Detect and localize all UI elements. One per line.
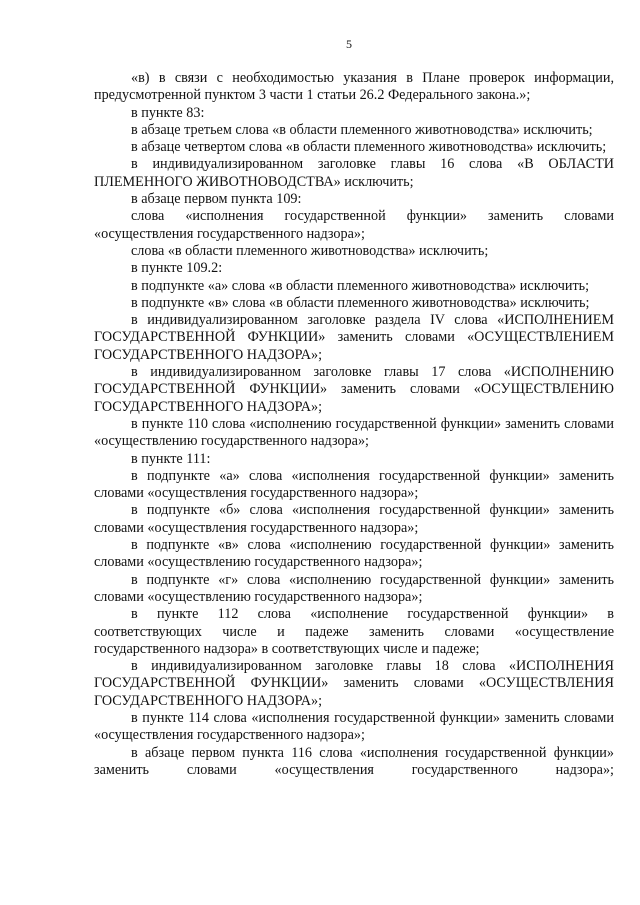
paragraph: в индивидуализированном заголовке главы 18 слова «ИСПОЛНЕНИЯ ГОСУДАРСТВЕННОЙ ФУНКЦИИ» заменить словами «ОСУЩЕСТВЛЕНИЯ ГОСУДАРСТВЕННОГО НАДЗОРА»;	[94, 658, 614, 709]
paragraph: в абзаце четвертом слова «в области племенного животноводства» исключить;	[131, 139, 607, 156]
paragraph: в абзаце первом пункта 116 слова «исполнения государственной функции» заменить словами «осуществления государственного надзора»;	[94, 744, 614, 778]
paragraph: в пункте 111:	[131, 450, 211, 467]
paragraph: в пункте 110 слова «исполнению государственной функции» заменить словами «осуществлению государственного надзора»;	[94, 415, 614, 450]
paragraph: в подпункте «г» слова «исполнению государственной функции» заменить словами «осуществлению государственного надзора»;	[94, 571, 614, 605]
paragraph: в индивидуализированном заголовке главы 16 слова «В ОБЛАСТИ ПЛЕМЕННОГО ЖИВОТНОВОДСТВА» исключить;	[94, 156, 614, 190]
paragraph: в пункте 114 слова «исполнения государственной функции» заменить словами «осуществления государственного надзора»;	[94, 709, 614, 744]
paragraph: в абзаце третьем слова «в области племенного животноводства» исключить;	[131, 121, 593, 138]
paragraph: слова «в области племенного животноводства» исключить;	[131, 242, 489, 259]
paragraph: в пункте 83:	[131, 104, 205, 121]
paragraph: слова «исполнения государственной функции» заменить словами «осуществления государственного надзора»;	[94, 208, 614, 242]
page-number: 5	[346, 37, 352, 51]
paragraph: в подпункте «в» слова «исполнению государственной функции» заменить словами «осуществлению государственного надзора»;	[94, 537, 614, 571]
paragraph: в подпункте «а» слова «исполнения государственной функции» заменить словами «осуществления государственного надзора»;	[94, 467, 614, 502]
paragraph: в подпункте «в» слова «в области племенного животноводства» исключить;	[131, 294, 590, 311]
paragraph: в подпункте «б» слова «исполнения государственной функции» заменить словами «осуществления государственного надзора»;	[94, 502, 614, 536]
paragraph: в индивидуализированном заголовке главы 17 слова «ИСПОЛНЕНИЮ ГОСУДАРСТВЕННОЙ ФУНКЦИИ» заменить словами «ОСУЩЕСТВЛЕНИЮ ГОСУДАРСТВЕННОГО НАДЗОРА»;	[94, 364, 614, 415]
paragraph: в абзаце первом пункта 109:	[131, 191, 302, 208]
paragraph: в пункте 112 слова «исполнение государственной функции» в соответствующих числе и падеже заменить словами «осуществление государственного надзора» в соответствующих числе и падеже;	[94, 606, 614, 657]
paragraph: в индивидуализированном заголовке раздела IV слова «ИСПОЛНЕНИЕМ ГОСУДАРСТВЕННОЙ ФУНКЦИИ» заменить словами «ОСУЩЕСТВЛЕНИЕМ ГОСУДАРСТВЕННОГО НАДЗОРА»;	[94, 312, 614, 363]
document-body	[94, 70, 614, 779]
paragraph: в подпункте «а» слова «в области племенного животноводства» исключить;	[131, 277, 590, 294]
paragraph: в пункте 109.2:	[131, 260, 223, 277]
paragraph: «в) в связи с необходимостью указания в Плане проверок информации, предусмотренной пунктом 3 части 1 статьи 26.2 Федерального закона.»;	[94, 70, 614, 104]
